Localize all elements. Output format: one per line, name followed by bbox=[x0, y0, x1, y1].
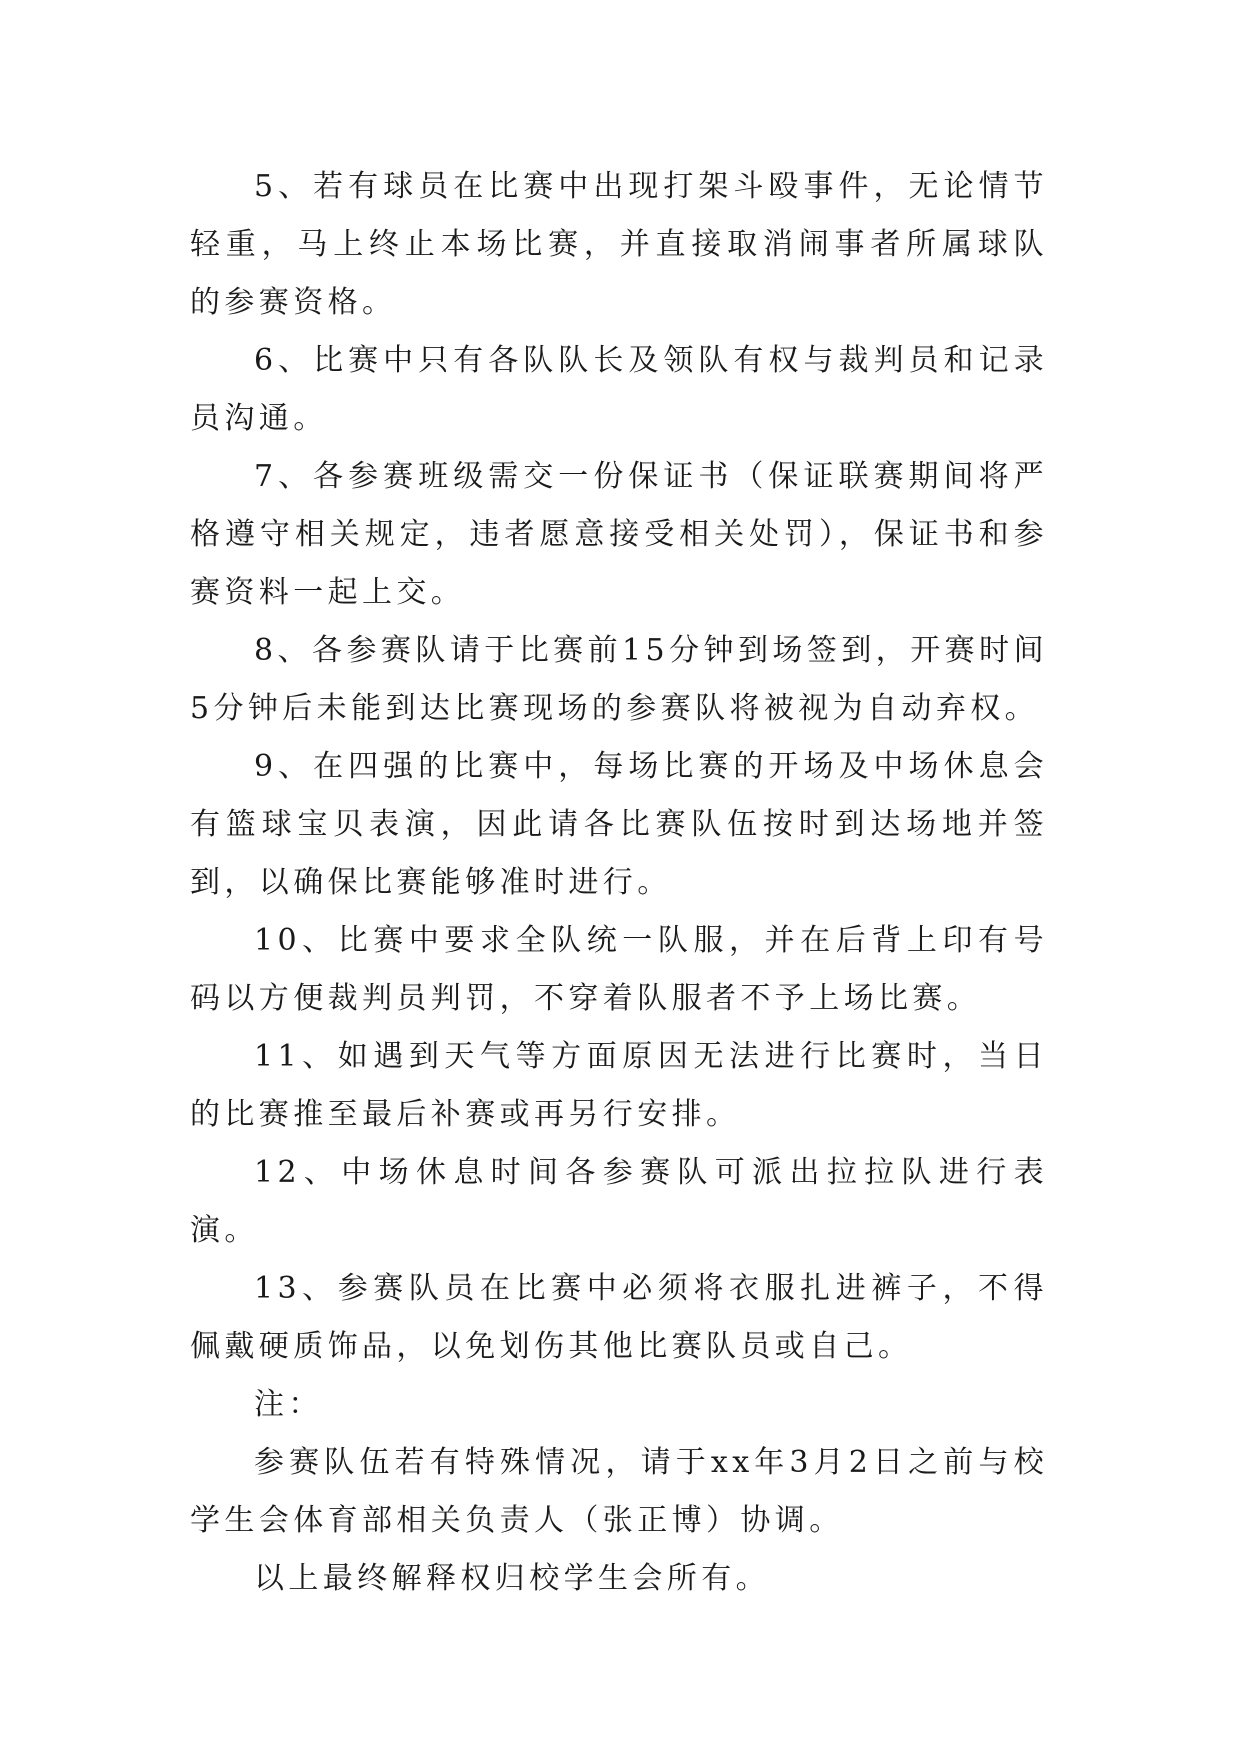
rule-6-paragraph: 6、比赛中只有各队队长及领队有权与裁判员和记录员沟通。 bbox=[190, 343, 1048, 436]
note-heading: 注： bbox=[254, 1387, 323, 1422]
document-body bbox=[190, 158, 1048, 1608]
rule-8-paragraph: 8、各参赛队请于比赛前15分钟到场签到，开赛时间5分钟后未能到达比赛现场的参赛队将被视为自动弃权。 bbox=[190, 633, 1048, 726]
interpretation-paragraph: 以上最终解释权归校学生会所有。 bbox=[254, 1561, 770, 1596]
rule-10-paragraph: 10、比赛中要求全队统一队服，并在后背上印有号码以方便裁判员判罚，不穿着队服者不予上场比赛。 bbox=[190, 923, 1048, 1016]
rule-12-paragraph: 12、中场休息时间各参赛队可派出拉拉队进行表演。 bbox=[190, 1155, 1048, 1248]
note-paragraph: 参赛队伍若有特殊情况，请于xx年3月2日之前与校学生会体育部相关负责人（张正博）协调。 bbox=[190, 1445, 1048, 1538]
rule-7-paragraph: 7、各参赛班级需交一份保证书（保证联赛期间将严格遵守相关规定，违者愿意接受相关处罚），保证书和参赛资料一起上交。 bbox=[190, 459, 1048, 610]
rule-11-paragraph: 11、如遇到天气等方面原因无法进行比赛时，当日的比赛推至最后补赛或再另行安排。 bbox=[190, 1039, 1048, 1132]
rule-13-paragraph: 13、参赛队员在比赛中必须将衣服扎进裤子，不得佩戴硬质饰品，以免划伤其他比赛队员或自己。 bbox=[190, 1271, 1048, 1364]
rule-5-paragraph: 5、若有球员在比赛中出现打架斗殴事件，无论情节轻重，马上终止本场比赛，并直接取消闹事者所属球队的参赛资格。 bbox=[190, 169, 1048, 320]
rule-9-paragraph: 9、在四强的比赛中，每场比赛的开场及中场休息会有篮球宝贝表演，因此请各比赛队伍按时到达场地并签到，以确保比赛能够准时进行。 bbox=[190, 749, 1048, 900]
